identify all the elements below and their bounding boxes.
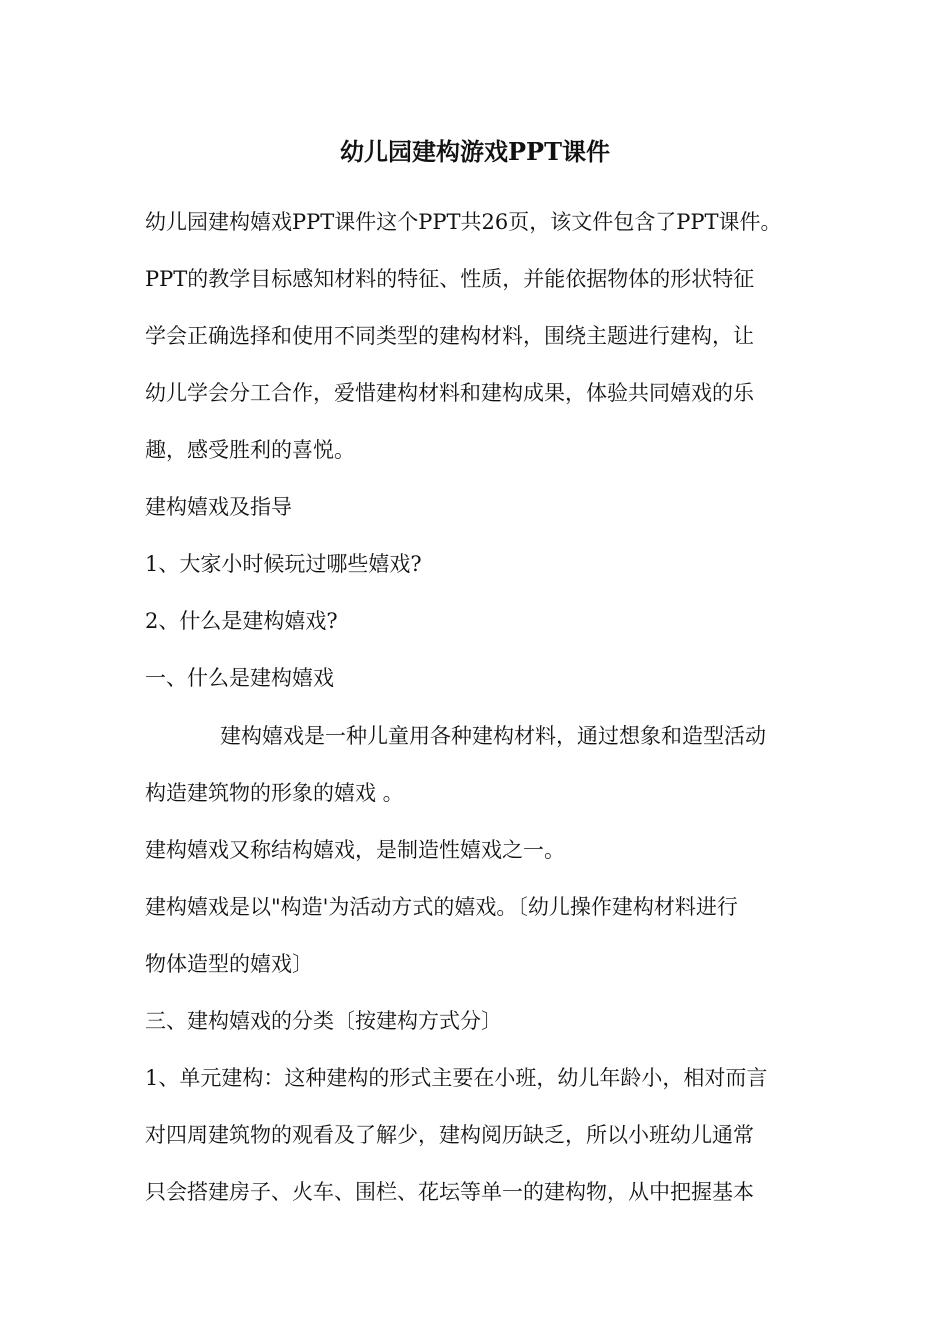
paragraph-line: 只会搭建房子、火车、围栏、花坛等单一的建构物，从中把握基本 (145, 1180, 754, 1204)
section-heading: 一、什么是建构嬉戏 (145, 666, 334, 690)
paragraph-line: 对四周建筑物的观看及了解少，建构阅历缺乏，所以小班幼儿通常 (145, 1123, 754, 1147)
paragraph-line: 幼儿园建构嬉戏PPT课件这个PPT共26页，该文件包含了PPT课件。 (145, 210, 782, 234)
paragraph-line: 学会正确选择和使用不同类型的建构材料，围绕主题进行建构，让 (145, 324, 754, 348)
paragraph-line: 建构嬉戏又称结构嬉戏，是制造性嬉戏之一。 (145, 838, 565, 862)
paragraph-line: 幼儿学会分工合作，爱惜建构材料和建构成果，体验共同嬉戏的乐 (145, 381, 754, 405)
list-item: 2、什么是建构嬉戏? (145, 609, 338, 633)
paragraph-line: 建构嬉戏是以"构造'为活动方式的嬉戏。〔幼儿操作建构材料进行 (145, 895, 738, 919)
document-title: 幼儿园建构游戏PPT课件 (340, 137, 610, 166)
paragraph-line: 建构嬉戏是一种儿童用各种建构材料，通过想象和造型活动 (220, 724, 766, 748)
section-heading: 三、建构嬉戏的分类〔按建构方式分〕 (145, 1009, 502, 1033)
paragraph-line: 趣，感受胜利的喜悦。 (145, 438, 355, 462)
list-item: 1、大家小时候玩过哪些嬉戏? (145, 552, 422, 576)
section-heading: 建构嬉戏及指导 (145, 495, 292, 519)
paragraph-line: 构造建筑物的形象的嬉戏 。 (145, 781, 404, 805)
paragraph-line: PPT的教学目标感知材料的特征、性质，并能依据物体的形状特征 (145, 267, 755, 291)
paragraph-line: 1、单元建构：这种建构的形式主要在小班，幼儿年龄小，相对而言 (145, 1066, 768, 1090)
paragraph-line: 物体造型的嬉戏〕 (145, 952, 313, 976)
